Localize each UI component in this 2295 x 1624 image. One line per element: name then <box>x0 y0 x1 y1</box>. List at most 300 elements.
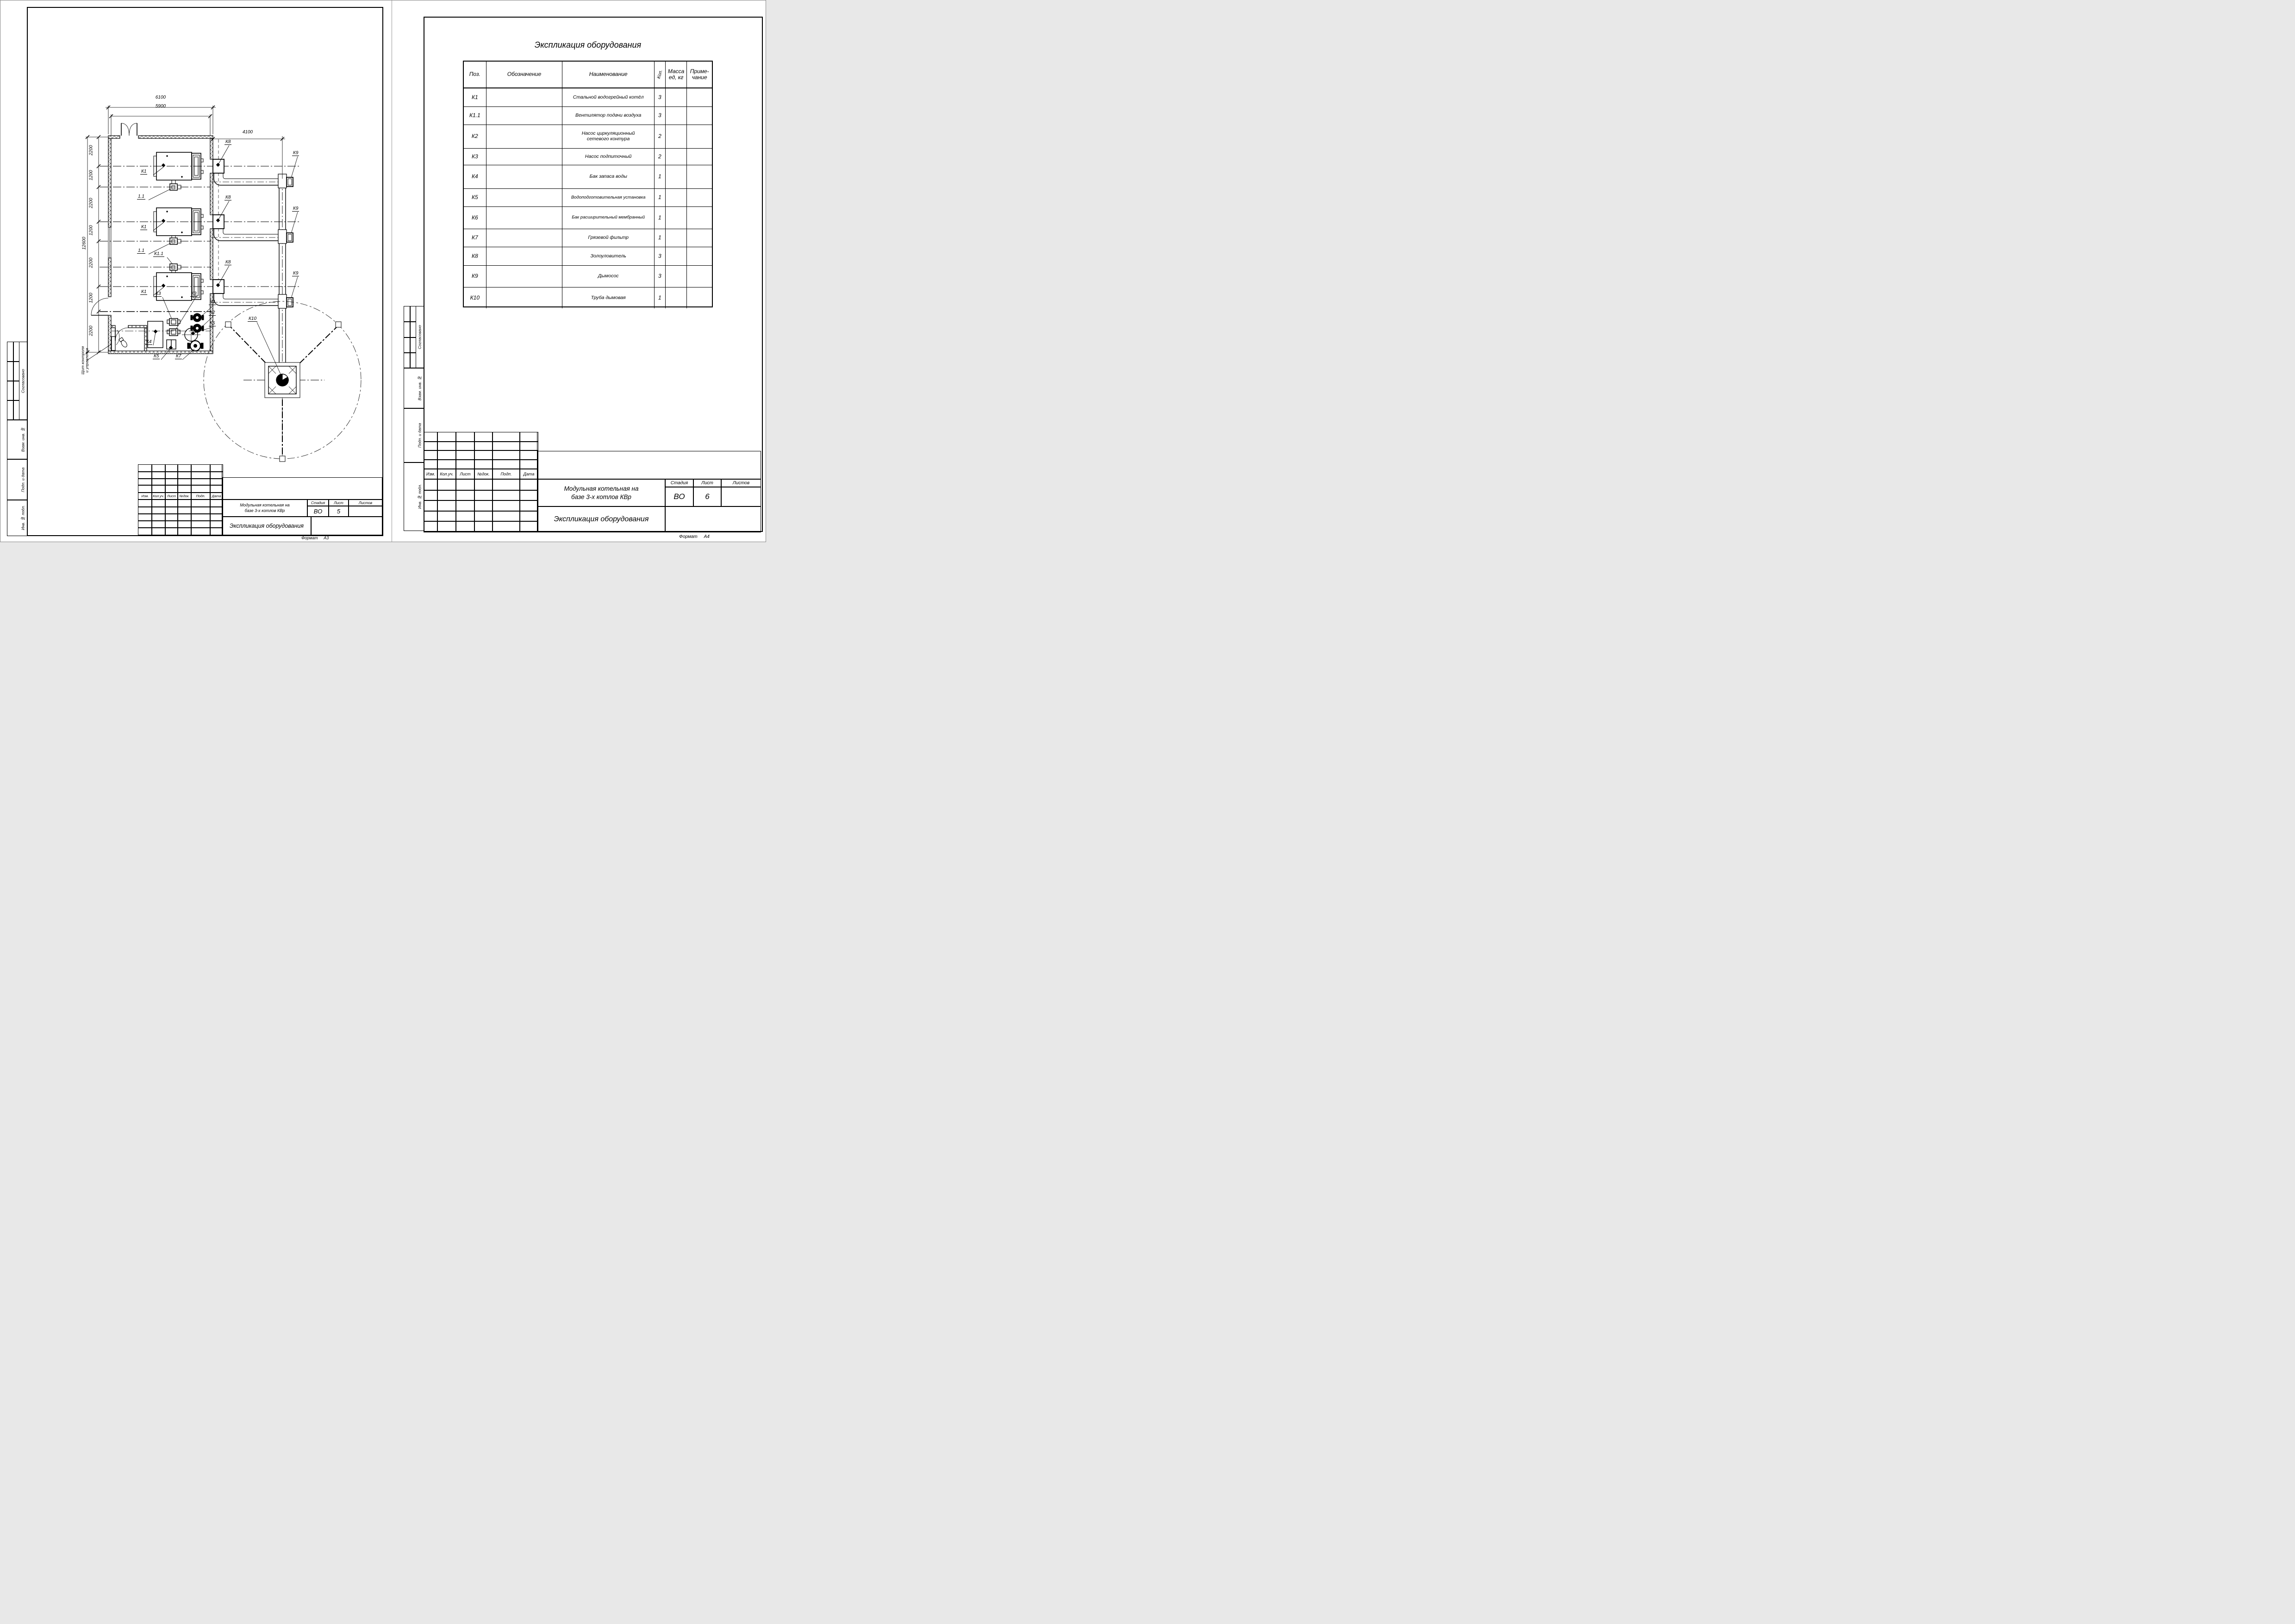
row-name: Бак расширительный мембранный <box>562 207 655 229</box>
grid-cell <box>138 521 152 528</box>
grid-cell <box>165 528 178 535</box>
grid-cell <box>152 485 165 492</box>
grid-cell <box>138 479 152 486</box>
grid-cell <box>191 514 210 521</box>
grid-cell <box>165 514 178 521</box>
grid-cell <box>520 521 538 532</box>
grid-cell <box>474 521 493 532</box>
row-qty: 1 <box>655 165 666 188</box>
sign-date-label: Подп. и дата <box>416 408 424 462</box>
stage-h-left: Стадия <box>307 500 329 506</box>
door-partition <box>115 328 128 341</box>
door-left-wall <box>91 298 108 315</box>
grid-cell <box>210 514 223 521</box>
wc-toilet <box>118 337 128 348</box>
rev-col-koluch: Кол.уч. <box>152 493 165 499</box>
row-des <box>486 229 563 247</box>
row-note <box>687 229 712 247</box>
table-row <box>464 88 712 107</box>
row-pos: К7 <box>464 229 486 247</box>
grid-cell <box>520 480 538 490</box>
col-qty <box>655 62 666 87</box>
row-des <box>486 247 563 265</box>
row-qty: 1 <box>655 287 666 308</box>
dim-6100: 6100 <box>155 95 166 100</box>
grid-cell <box>424 450 437 460</box>
grid-cell <box>404 353 410 368</box>
row-pos: К3 <box>464 149 486 165</box>
label-k9-1: К9 <box>293 150 299 156</box>
inv-orig-label: Инв. № подл. <box>19 500 27 536</box>
label-k4: К4 <box>146 339 152 344</box>
grid-cell <box>410 353 416 368</box>
project-title-left <box>222 500 307 517</box>
boiler-k1-2 <box>154 208 203 238</box>
grid-cell <box>456 490 474 501</box>
format-value: А4 <box>704 534 710 539</box>
project-line2: базе 3-х котлов КВр <box>571 493 631 500</box>
table-row <box>464 229 712 247</box>
dim-1200-2: 1200 <box>88 225 94 236</box>
grid-cell <box>493 442 520 451</box>
rev-col-data: Дата <box>210 493 223 499</box>
row-pos: К1 <box>464 88 486 106</box>
grid-cell <box>178 500 191 507</box>
grid-cell <box>437 511 456 522</box>
dim-1200-3: 1200 <box>88 293 94 303</box>
dim-4100: 4100 <box>242 130 253 135</box>
grid-cell <box>493 460 520 469</box>
grid-cell <box>474 511 493 522</box>
label-k5: К5 <box>154 354 159 359</box>
row-name: Грязевой фильтр <box>562 229 655 247</box>
centerlines <box>100 166 299 331</box>
format-label: Формат <box>301 536 318 540</box>
rev-col-izm: Изм. <box>138 493 152 499</box>
replace-inv-label: Взам. инв. № <box>416 368 424 408</box>
grid-cell <box>424 432 437 442</box>
designation-cell-left <box>222 477 382 500</box>
grid-cell <box>178 507 191 514</box>
label-k10: К10 <box>249 316 257 321</box>
grid-cell <box>456 521 474 532</box>
flue-row-3 <box>211 280 293 308</box>
drawing-canvas <box>0 0 766 542</box>
row-pos: К10 <box>464 287 486 308</box>
dim-2200-2: 2200 <box>88 198 94 208</box>
row-qty: 3 <box>655 88 666 106</box>
grid-cell <box>520 432 538 442</box>
grid-cell <box>493 500 520 511</box>
grid-cell <box>165 485 178 492</box>
designation-cell-right <box>537 451 761 479</box>
row-mass <box>666 229 687 247</box>
grid-cell <box>178 528 191 535</box>
flue-row-1 <box>211 159 293 188</box>
rev-col-data: Дата <box>520 469 538 479</box>
grid-cell <box>178 521 191 528</box>
row-mass <box>666 266 687 287</box>
grid-cell <box>424 490 437 501</box>
row-qty: 3 <box>655 107 666 125</box>
label-k9-2: К9 <box>293 206 299 211</box>
label-k2-1: К2 <box>210 300 215 305</box>
grid-cell <box>165 465 178 472</box>
grid-cell <box>210 528 223 535</box>
label-k8-1: К8 <box>225 139 231 144</box>
replace-inv-stamp-right <box>404 368 424 409</box>
grid-cell <box>152 528 165 535</box>
rev-col-dok: №док. <box>178 493 191 499</box>
row-name: Труба дымовая <box>562 287 655 308</box>
rev-col-dok: №док. <box>474 469 493 479</box>
stage-v-left: ВО <box>307 506 329 517</box>
row-note <box>687 149 712 165</box>
grid-cell <box>437 490 456 501</box>
row-note <box>687 88 712 106</box>
sheets-h-left: Листов <box>349 500 382 506</box>
project-line2: базе 3-х котлов КВр <box>244 508 285 513</box>
grid-cell <box>520 490 538 501</box>
grid-cell <box>152 500 165 507</box>
rev-col-podp: Подп. <box>493 469 520 479</box>
grid-cell <box>437 480 456 490</box>
grid-cell <box>191 465 210 472</box>
replace-inv-label: Взам. инв. № <box>19 420 27 459</box>
col-qty-label: Кол. <box>656 69 664 80</box>
table-row <box>464 247 712 266</box>
grid-cell <box>520 511 538 522</box>
label-k2-2: К2 <box>210 310 215 315</box>
grid-cell <box>210 507 223 514</box>
rev-col-list: Лист <box>165 493 178 499</box>
row-pos: К8 <box>464 247 486 265</box>
grid-cell <box>210 521 223 528</box>
filter-k7 <box>187 341 203 351</box>
row-mass <box>666 189 687 206</box>
row-mass <box>666 247 687 265</box>
grid-cell <box>474 490 493 501</box>
pump-k3-1 <box>167 319 180 325</box>
inv-orig-stamp-right <box>404 462 424 531</box>
grid-cell <box>138 465 152 472</box>
grid-cell <box>410 337 416 353</box>
leaders <box>87 145 298 375</box>
label-fan-1: 1.1 <box>138 194 144 199</box>
row-name: Насос подпиточный <box>562 149 655 165</box>
row-des <box>486 165 563 188</box>
dim-5900: 5900 <box>155 104 166 109</box>
row-des <box>486 107 563 125</box>
row-des <box>486 125 563 148</box>
row-mass <box>666 88 687 106</box>
chimney-k10 <box>204 301 361 462</box>
sheet-a3-plan <box>0 0 392 542</box>
grid-cell <box>191 500 210 507</box>
grid-cell <box>437 500 456 511</box>
project-line1: Модульная котельная на <box>240 503 290 508</box>
grid-cell <box>178 479 191 486</box>
grid-cell <box>404 322 410 337</box>
boiler-k1-1 <box>154 152 203 184</box>
row-note <box>687 189 712 206</box>
agreed-label: Согласовано <box>19 342 27 420</box>
format-note-left <box>301 536 329 541</box>
grid-cell <box>456 450 474 460</box>
label-k6: К6 <box>210 321 215 326</box>
label-k1-1-fan: К1.1 <box>154 251 163 256</box>
rev-grid-top-right <box>424 432 537 469</box>
grid-cell <box>424 511 437 522</box>
col-note-line1: Приме- <box>690 68 709 75</box>
sheet-v-left: 5 <box>329 506 349 517</box>
grid-cell <box>178 514 191 521</box>
grid-cell <box>165 521 178 528</box>
grid-cell <box>437 450 456 460</box>
dim-12600: 12600 <box>81 237 87 250</box>
row-qty: 2 <box>655 149 666 165</box>
label-k7: К7 <box>176 354 181 359</box>
grid-cell <box>138 500 152 507</box>
row-name: Бак запаса воды <box>562 165 655 188</box>
grid-cell <box>191 507 210 514</box>
pump-k2-1 <box>191 313 204 322</box>
row-mass <box>666 107 687 125</box>
grid-cell <box>138 528 152 535</box>
row-name: Водоподготовительная установка <box>562 189 655 206</box>
label-k1-3: К1 <box>141 289 147 294</box>
row-note <box>687 107 712 125</box>
row-name: Золоуловитель <box>562 247 655 265</box>
row-note <box>687 207 712 229</box>
grid-cell <box>493 450 520 460</box>
rev-head-right <box>424 469 537 479</box>
floor-plan <box>0 0 392 542</box>
grid-cell <box>152 465 165 472</box>
row-note <box>687 266 712 287</box>
table-row <box>464 189 712 207</box>
label-k1-1: К1 <box>141 169 147 174</box>
grid-cell <box>424 500 437 511</box>
table-row <box>464 149 712 165</box>
row-pos: К9 <box>464 266 486 287</box>
grid-cell <box>520 442 538 451</box>
rev-grid-bottom-left <box>138 500 222 535</box>
sheets-h-right: Листов <box>721 479 761 487</box>
grid-cell <box>474 450 493 460</box>
grid-cell <box>165 472 178 479</box>
row-note <box>687 287 712 308</box>
grid-cell <box>191 472 210 479</box>
row-mass <box>666 165 687 188</box>
sign-date-label: Подп. и дата <box>19 459 27 500</box>
pump-k3-2 <box>167 329 180 336</box>
row-des <box>486 287 563 308</box>
row-name: Вентилятор подачи воздуха <box>562 107 655 125</box>
row-note <box>687 165 712 188</box>
label-k9-3: К9 <box>293 271 299 276</box>
row-name: Дымосос <box>562 266 655 287</box>
row-pos: К5 <box>464 189 486 206</box>
row-mass <box>666 149 687 165</box>
grid-cell <box>165 479 178 486</box>
sheets-v-right <box>721 487 761 506</box>
grid-cell <box>404 337 410 353</box>
grid-cell <box>210 465 223 472</box>
row-mass <box>666 125 687 148</box>
control-panel <box>112 337 115 350</box>
rev-col-koluch: Кол.уч. <box>437 469 456 479</box>
rev-grid-bottom-right <box>424 479 537 532</box>
grid-cell <box>138 472 152 479</box>
row-des <box>486 88 563 106</box>
fan-1-1-a <box>170 184 181 190</box>
label-k8-2: К8 <box>225 195 231 200</box>
grid-cell <box>138 514 152 521</box>
rev-col-podp: Подп. <box>191 493 210 499</box>
row-qty: 1 <box>655 207 666 229</box>
grid-cell <box>474 460 493 469</box>
grid-cell <box>437 521 456 532</box>
row-pos: К1.1 <box>464 107 486 125</box>
grid-cell <box>474 432 493 442</box>
wc-curve <box>116 330 119 345</box>
row-des <box>486 149 563 165</box>
grid-cell <box>456 480 474 490</box>
row-qty: 1 <box>655 189 666 206</box>
grid-cell <box>410 306 416 322</box>
table-row <box>464 207 712 229</box>
grid-cell <box>410 322 416 337</box>
grid-cell <box>493 480 520 490</box>
grid-cell <box>424 521 437 532</box>
dim-2200-4: 2200 <box>88 325 94 336</box>
label-fan-2: 1.1 <box>138 248 144 253</box>
col-mass-line2: ед, кг <box>668 74 684 81</box>
grid-cell <box>178 465 191 472</box>
grid-cell <box>474 480 493 490</box>
window <box>108 227 111 258</box>
rev-head-left <box>138 493 222 500</box>
equipment-table-header <box>464 62 712 88</box>
grid-cell <box>456 511 474 522</box>
grid-cell <box>424 480 437 490</box>
grid-cell <box>210 500 223 507</box>
sign-date-stamp-right <box>404 408 424 463</box>
dim-2200-1: 2200 <box>88 145 94 156</box>
inv-orig-label: Инв. № подл. <box>416 462 424 531</box>
row-pos: К2 <box>464 125 486 148</box>
row-qty: 3 <box>655 266 666 287</box>
table-row <box>464 266 712 287</box>
grid-cell <box>165 500 178 507</box>
org-cell-left <box>311 517 382 535</box>
col-pos: Поз. <box>464 62 486 87</box>
format-value: А3 <box>324 536 329 540</box>
grid-cell <box>210 472 223 479</box>
sheet-h-right: Лист <box>693 479 721 487</box>
fan-1-1-b <box>170 238 181 244</box>
grid-cell <box>424 442 437 451</box>
row-name: Насос циркуляционный сетевого контура <box>562 125 655 148</box>
row-des <box>486 189 563 206</box>
format-note-right <box>679 534 710 539</box>
table-title: Экспликация оборудования <box>534 40 642 50</box>
grid-cell <box>152 507 165 514</box>
label-control-panel <box>81 335 90 386</box>
grid-cell <box>456 500 474 511</box>
panel-line-1: Щит контроля <box>80 346 85 375</box>
grid-cell <box>456 432 474 442</box>
grid-cell <box>493 521 520 532</box>
rev-col-list: Лист <box>456 469 474 479</box>
row-pos: К6 <box>464 207 486 229</box>
row-pos: К4 <box>464 165 486 188</box>
grid-cell <box>404 306 410 322</box>
grid-cell <box>474 442 493 451</box>
grid-cell <box>178 485 191 492</box>
grid-cell <box>456 460 474 469</box>
grid-cell <box>456 442 474 451</box>
dim-1200-1: 1200 <box>88 170 94 181</box>
row-qty: 2 <box>655 125 666 148</box>
table-row <box>464 125 712 149</box>
doc-title-right: Экспликация оборудования <box>537 506 665 532</box>
label-k3-2: К3 <box>191 291 197 296</box>
grid-cell <box>152 521 165 528</box>
grid-cell <box>437 460 456 469</box>
grid-cell <box>191 521 210 528</box>
grid-cell <box>520 500 538 511</box>
col-name: Наименование <box>562 62 655 87</box>
stage-v-right: ВО <box>665 487 693 506</box>
dim-2200-3: 2200 <box>88 257 94 268</box>
label-k8-3: К8 <box>225 260 231 265</box>
grid-cell <box>152 479 165 486</box>
sheet-v-right: 6 <box>693 487 721 506</box>
col-note-line2: чание <box>692 74 707 81</box>
grid-cell <box>424 460 437 469</box>
col-mass-line1: Масса <box>667 68 685 75</box>
grid-cell <box>520 460 538 469</box>
grid-cell <box>520 450 538 460</box>
sheet-h-left: Лист <box>329 500 349 506</box>
col-note <box>687 62 712 87</box>
grid-cell <box>165 507 178 514</box>
grid-cell <box>191 485 210 492</box>
grid-cell <box>210 479 223 486</box>
grid-cell <box>493 490 520 501</box>
flue-row-2 <box>211 215 293 244</box>
agreed-label: Согласовано <box>416 306 424 368</box>
format-label: Формат <box>679 534 698 539</box>
grid-cell <box>152 472 165 479</box>
equipment-table <box>463 61 713 307</box>
stage-h-right: Стадия <box>665 479 693 487</box>
row-name: Стальной водогрейный котёл <box>562 88 655 106</box>
grid-cell <box>493 432 520 442</box>
row-note <box>687 247 712 265</box>
row-des <box>486 266 563 287</box>
grid-cell <box>437 442 456 451</box>
grid-cell <box>437 432 456 442</box>
row-note <box>687 125 712 148</box>
project-line1: Модульная котельная на <box>564 485 639 492</box>
row-qty: 3 <box>655 247 666 265</box>
grid-cell <box>191 528 210 535</box>
table-row <box>464 287 712 308</box>
grid-cell <box>138 485 152 492</box>
